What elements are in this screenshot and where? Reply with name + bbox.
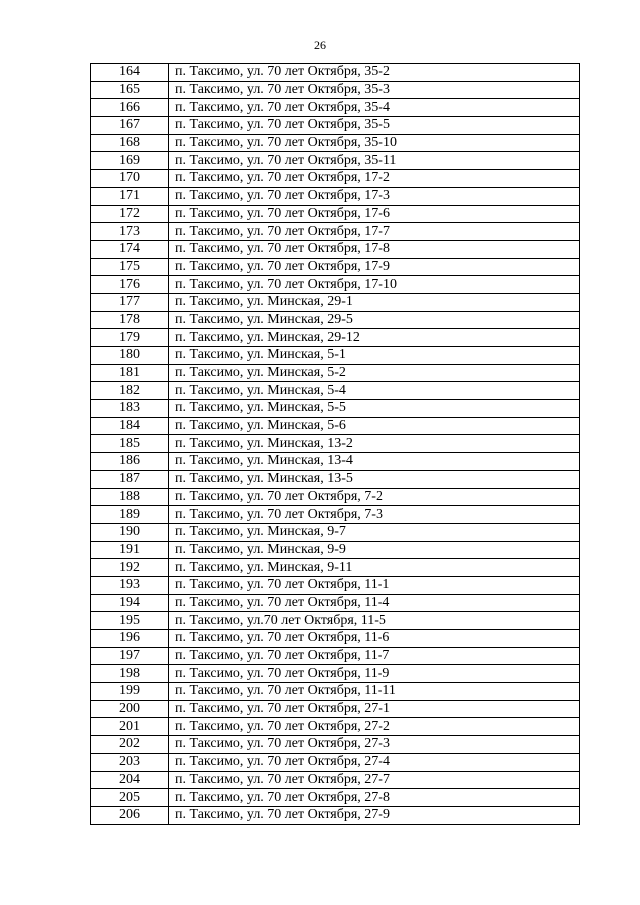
table-row [91,506,580,524]
row-number-cell: 185 [91,435,169,453]
table-row [91,665,580,683]
address-table-body [91,64,580,825]
row-number-cell: 167 [91,117,169,135]
row-number-cell: 179 [91,329,169,347]
address-cell: п. Таксимо, ул. 70 лет Октября, 35-10 [169,134,580,152]
address-cell: п. Таксимо, ул. 70 лет Октября, 27-8 [169,789,580,807]
address-cell: п. Таксимо, ул. 70 лет Октября, 35-4 [169,99,580,117]
row-number-cell: 186 [91,453,169,471]
row-number-cell: 197 [91,647,169,665]
table-row [91,559,580,577]
address-cell: п. Таксимо, ул. Минская, 29-1 [169,293,580,311]
table-row [91,117,580,135]
row-number-cell: 174 [91,240,169,258]
table-row [91,541,580,559]
table-row [91,311,580,329]
address-cell: п. Таксимо, ул. 70 лет Октября, 27-4 [169,753,580,771]
address-cell: п. Таксимо, ул. 70 лет Октября, 35-11 [169,152,580,170]
table-row [91,523,580,541]
row-number-cell: 198 [91,665,169,683]
table-row [91,347,580,365]
table-row [91,789,580,807]
address-cell: п. Таксимо, ул. Минская, 5-5 [169,400,580,418]
row-number-cell: 206 [91,806,169,824]
address-cell: п. Таксимо, ул. Минская, 9-7 [169,523,580,541]
address-cell: п. Таксимо, ул. Минская, 13-4 [169,453,580,471]
table-row [91,400,580,418]
row-number-cell: 192 [91,559,169,577]
row-number-cell: 177 [91,293,169,311]
row-number-cell: 165 [91,81,169,99]
table-row [91,187,580,205]
table-row [91,576,580,594]
table-row [91,240,580,258]
address-cell: п. Таксимо, ул. 70 лет Октября, 17-8 [169,240,580,258]
row-number-cell: 168 [91,134,169,152]
address-cell: п. Таксимо, ул. 70 лет Октября, 17-9 [169,258,580,276]
address-cell: п. Таксимо, ул. 70 лет Октября, 35-3 [169,81,580,99]
row-number-cell: 184 [91,417,169,435]
row-number-cell: 170 [91,170,169,188]
address-cell: п. Таксимо, ул. 70 лет Октября, 27-3 [169,736,580,754]
address-cell: п. Таксимо, ул. 70 лет Октября, 7-3 [169,506,580,524]
address-cell: п. Таксимо, ул. 70 лет Октября, 17-3 [169,187,580,205]
table-row [91,718,580,736]
table-row [91,453,580,471]
table-row [91,417,580,435]
address-cell: п. Таксимо, ул. 70 лет Октября, 27-7 [169,771,580,789]
row-number-cell: 202 [91,736,169,754]
row-number-cell: 205 [91,789,169,807]
table-row [91,134,580,152]
table-row [91,205,580,223]
row-number-cell: 169 [91,152,169,170]
row-number-cell: 195 [91,612,169,630]
table-row [91,364,580,382]
address-cell: п. Таксимо, ул. 70 лет Октября, 35-2 [169,64,580,82]
table-row [91,612,580,630]
address-cell: п. Таксимо, ул. 70 лет Октября, 11-11 [169,683,580,701]
address-cell: п. Таксимо, ул. Минская, 5-6 [169,417,580,435]
row-number-cell: 183 [91,400,169,418]
address-cell: п. Таксимо, ул. Минская, 9-9 [169,541,580,559]
table-row [91,470,580,488]
table-row [91,329,580,347]
address-cell: п. Таксимо, ул. Минская, 9-11 [169,559,580,577]
address-cell: п. Таксимо, ул. 70 лет Октября, 27-9 [169,806,580,824]
row-number-cell: 175 [91,258,169,276]
row-number-cell: 171 [91,187,169,205]
address-cell: п. Таксимо, ул. 70 лет Октября, 17-2 [169,170,580,188]
address-cell: п. Таксимо, ул. 70 лет Октября, 27-2 [169,718,580,736]
row-number-cell: 182 [91,382,169,400]
address-cell: п. Таксимо, ул. Минская, 29-12 [169,329,580,347]
table-row [91,170,580,188]
row-number-cell: 200 [91,700,169,718]
table-row [91,99,580,117]
address-cell: п. Таксимо, ул. 70 лет Октября, 35-5 [169,117,580,135]
row-number-cell: 173 [91,223,169,241]
row-number-cell: 193 [91,576,169,594]
row-number-cell: 204 [91,771,169,789]
address-cell: п. Таксимо, ул. 70 лет Октября, 17-10 [169,276,580,294]
address-cell: п. Таксимо, ул. 70 лет Октября, 17-7 [169,223,580,241]
row-number-cell: 178 [91,311,169,329]
address-cell: п. Таксимо, ул. Минская, 5-4 [169,382,580,400]
address-cell: п. Таксимо, ул.70 лет Октября, 11-5 [169,612,580,630]
table-row [91,753,580,771]
row-number-cell: 180 [91,347,169,365]
address-cell: п. Таксимо, ул. Минская, 29-5 [169,311,580,329]
table-row [91,771,580,789]
row-number-cell: 172 [91,205,169,223]
table-row [91,152,580,170]
row-number-cell: 201 [91,718,169,736]
table-row [91,683,580,701]
row-number-cell: 187 [91,470,169,488]
row-number-cell: 176 [91,276,169,294]
address-cell: п. Таксимо, ул. 70 лет Октября, 11-4 [169,594,580,612]
table-row [91,258,580,276]
row-number-cell: 164 [91,64,169,82]
table-row [91,64,580,82]
address-cell: п. Таксимо, ул. Минская, 5-2 [169,364,580,382]
address-cell: п. Таксимо, ул. 70 лет Октября, 7-2 [169,488,580,506]
row-number-cell: 189 [91,506,169,524]
table-row [91,276,580,294]
table-row [91,700,580,718]
row-number-cell: 191 [91,541,169,559]
row-number-cell: 196 [91,630,169,648]
row-number-cell: 166 [91,99,169,117]
address-cell: п. Таксимо, ул. 70 лет Октября, 11-6 [169,630,580,648]
table-row [91,488,580,506]
table-row [91,630,580,648]
address-cell: п. Таксимо, ул. 70 лет Октября, 11-7 [169,647,580,665]
table-row [91,81,580,99]
table-row [91,435,580,453]
address-cell: п. Таксимо, ул. 70 лет Октября, 27-1 [169,700,580,718]
table-row [91,223,580,241]
address-cell: п. Таксимо, ул. Минская, 5-1 [169,347,580,365]
row-number-cell: 203 [91,753,169,771]
table-row [91,806,580,824]
row-number-cell: 199 [91,683,169,701]
row-number-cell: 188 [91,488,169,506]
address-table [90,63,580,825]
page-number: 26 [314,38,326,52]
address-cell: п. Таксимо, ул. Минская, 13-5 [169,470,580,488]
row-number-cell: 190 [91,523,169,541]
address-cell: п. Таксимо, ул. Минская, 13-2 [169,435,580,453]
row-number-cell: 194 [91,594,169,612]
table-row [91,594,580,612]
address-cell: п. Таксимо, ул. 70 лет Октября, 11-9 [169,665,580,683]
address-cell: п. Таксимо, ул. 70 лет Октября, 17-6 [169,205,580,223]
table-row [91,293,580,311]
table-row [91,736,580,754]
table-row [91,382,580,400]
row-number-cell: 181 [91,364,169,382]
table-row [91,647,580,665]
address-cell: п. Таксимо, ул. 70 лет Октября, 11-1 [169,576,580,594]
